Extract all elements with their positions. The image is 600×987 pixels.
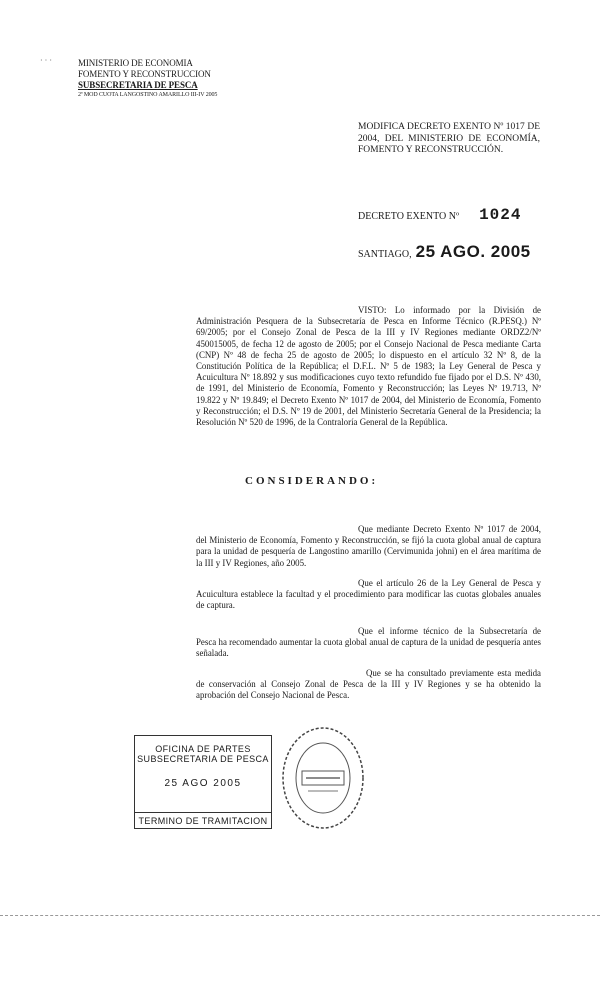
stamp-subsecretaria: SUBSECRETARIA DE PESCA bbox=[137, 754, 269, 764]
subsecretaria-name: SUBSECRETARIA DE PESCA bbox=[78, 80, 198, 90]
ministry-header bbox=[78, 58, 217, 99]
visto-paragraph: VISTO: Lo informado por la División de Administración Pesquera de la Subsecretaría de Pesca en Informe Técnico (R.PESQ.) Nº 69/2005; por el Consejo Zonal de Pesca de la III y IV Regiones mediante ORDZ2/Nº 450015005, de fecha 12 de agosto de 2005; por el Consejo Nacional de Pesca mediante Carta (CNP) Nº 48 de fecha 25 de agosto de 2005; lo dispuesto en el artículo 32 Nº 8, de la Constitución Política de la República; el D.F.L. Nº 5 de 1983; la Ley General de Pesca y Acuicultura Nº 18.892 y sus modificaciones cuyo texto refundido fue fijado por el D.S. Nº 430, de 1991, del Ministerio de Economía, Fomento y Reconstrucción; las Leyes Nº 19.713, Nº 19.822 y Nº 19.849; el Decreto Exento Nº 1017 de 2004, del Ministerio de Economía, Fomento y Reconstrucción; el D.S. Nº 19 de 2001, del Ministerio Secretaría General de la Presidencia; la Resolución Nº 520 de 1996, de la Contraloría General de la República. bbox=[196, 305, 541, 428]
oficina-de-partes-stamp bbox=[134, 735, 272, 829]
ministry-name: MINISTERIO DE ECONOMIA bbox=[78, 58, 193, 68]
considerando-paragraph-4: Que se ha consultado previamente esta medida de conservación al Consejo Zonal de Pesca de la III y IV Regiones y se ha obtenido la aprobación del Consejo Nacional de Pesca. bbox=[196, 668, 541, 701]
place-date-line bbox=[358, 242, 531, 262]
place-label: SANTIAGO, bbox=[358, 249, 412, 260]
considerando-heading: CONSIDERANDO: bbox=[245, 475, 379, 487]
decree-number: 1024 bbox=[479, 206, 522, 224]
decree-number-line bbox=[358, 206, 521, 224]
stamp-footer: TERMINO DE TRAMITACION bbox=[135, 812, 271, 826]
considerando-paragraph-3: Que el informe técnico de la Subsecretaría de Pesca ha recomendado aumentar la cuota global anual de captura de la unidad de pesquería antes señalada. bbox=[196, 626, 541, 659]
page-divider bbox=[0, 915, 600, 918]
ministry-subname: FOMENTO Y RECONSTRUCCION bbox=[78, 69, 211, 79]
considerando-paragraph-1: Que mediante Decreto Exento Nº 1017 de 2004, del Ministerio de Economía, Fomento y Reconstrucción, se fijó la cuota global anual de captura para la unidad de pesquería de Langostino amarillo (Cervimunida johni) en el área marítima de la III y IV Regiones, año 2005. bbox=[196, 524, 541, 568]
scan-marks: · · · bbox=[40, 56, 52, 65]
stamp-office: OFICINA DE PARTES bbox=[155, 744, 251, 754]
stamp-date: 25 AGO 2005 bbox=[164, 778, 242, 789]
considerando-paragraph-2: Que el artículo 26 de la Ley General de Pesca y Acuicultura establece la facultad y el procedimiento para modificar las cuotas globales anuales de captura. bbox=[196, 578, 541, 611]
decree-reference: MODIFICA DECRETO EXENTO Nº 1017 DE 2004, DEL MINISTERIO DE ECONOMÍA, FOMENTO Y RECONSTRUCCIÓN. bbox=[358, 122, 540, 155]
decree-number-label: DECRETO EXENTO Nº bbox=[358, 211, 460, 222]
decree-date: 25 AGO. 2005 bbox=[415, 242, 531, 261]
document-code: 2ª MOD CUOTA LANGOSTINO AMARILLO III-IV 2005 bbox=[78, 92, 218, 98]
official-seal-icon bbox=[278, 723, 368, 833]
